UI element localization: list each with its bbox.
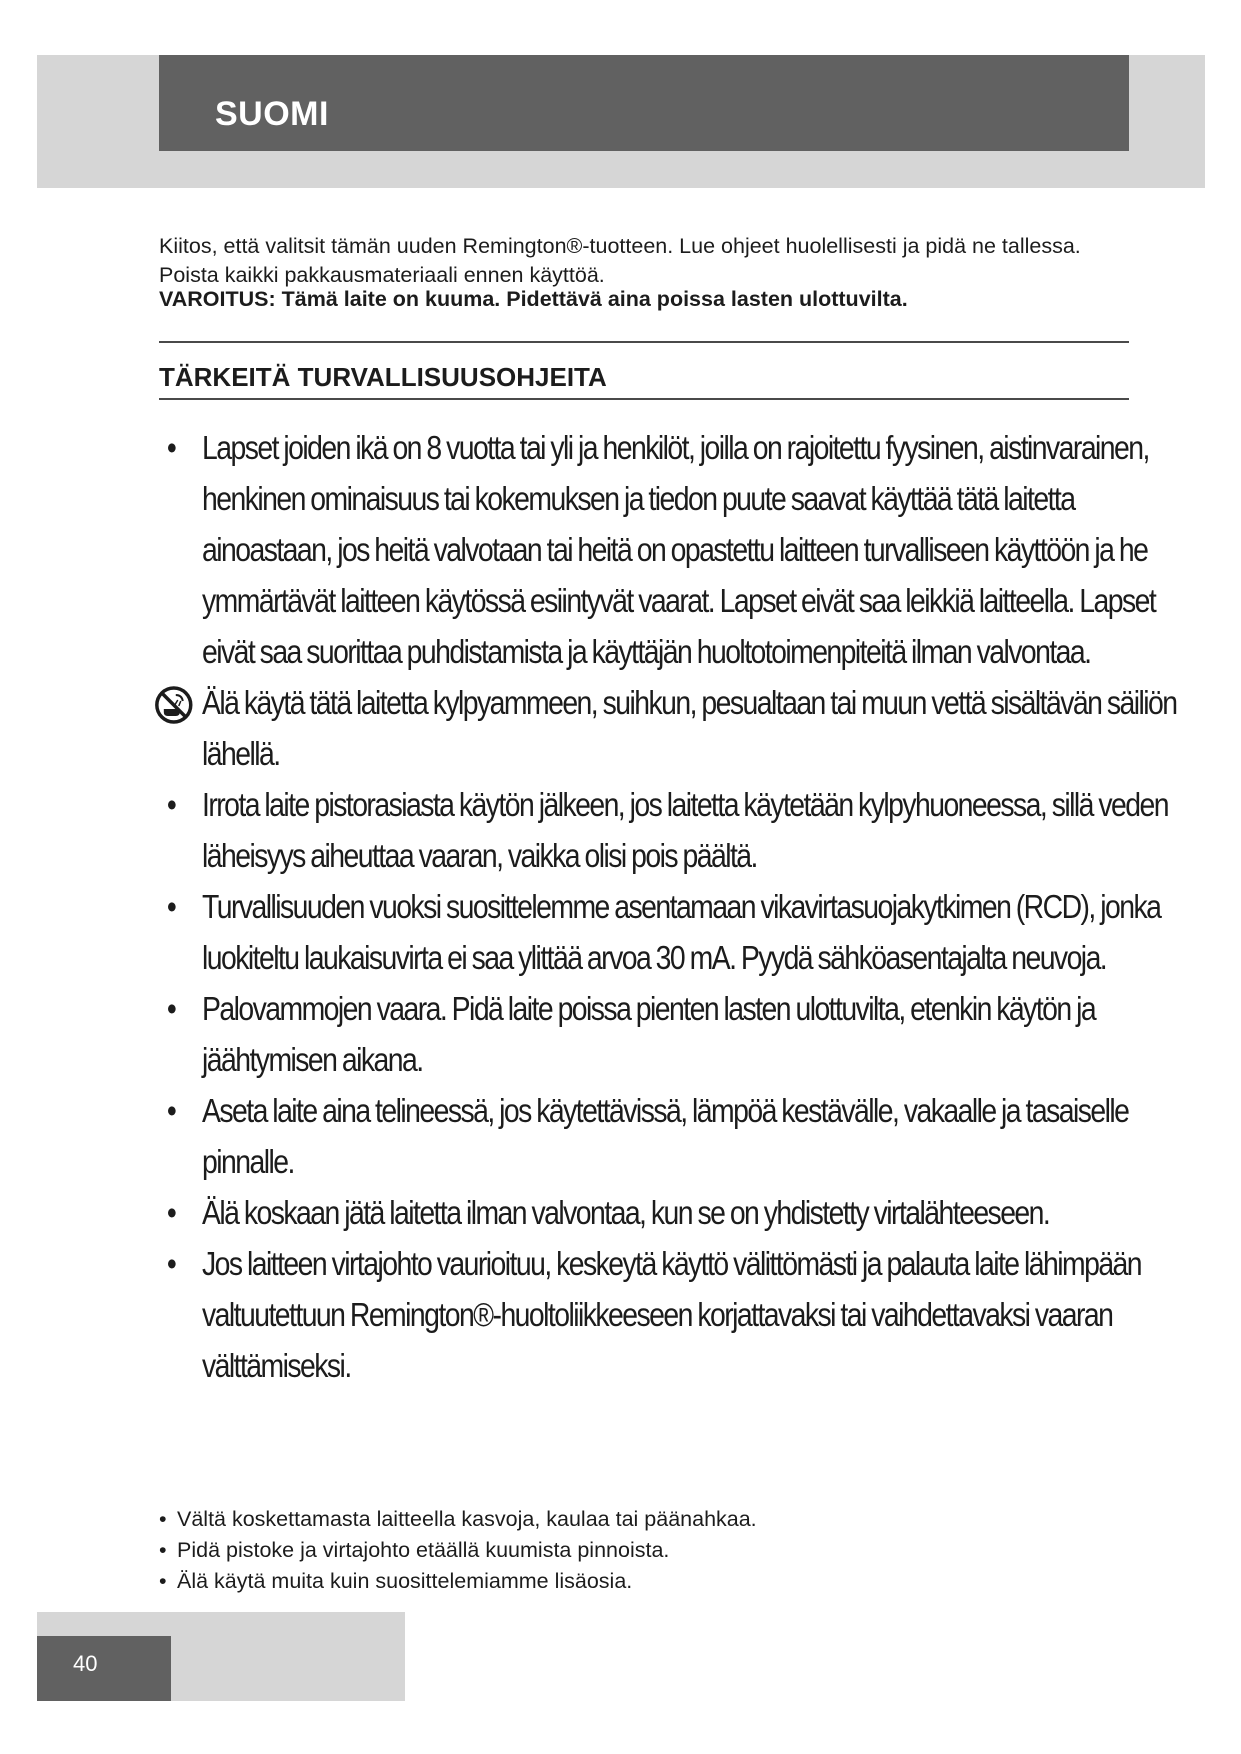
list-item bbox=[159, 983, 1191, 1085]
list-item bbox=[159, 1535, 1129, 1566]
list-item-text: Jos laitteen virtajohto vaurioituu, keskeytä käyttö välittömästi ja palauta laite lähimpään valtuutettuun Remington®-huoltoliikkeeseen korjattavaksi tai vaihdettavaksi vaaran välttämiseksi. bbox=[202, 1245, 1142, 1384]
bullet-marker: • bbox=[166, 786, 176, 823]
intro-paragraph bbox=[159, 232, 1129, 314]
bullet-marker: • bbox=[166, 1194, 176, 1231]
list-item-text: Lapset joiden ikä on 8 vuotta tai yli ja henkilöt, joilla on rajoitettu fyysinen, aistinvarainen, henkinen ominaisuus tai kokemuksen ja tiedon puute saavat käyttää tätä laitetta ainoastaan, jos heitä valvotaan tai heitä on opastettu laitteen turvalliseen käyttöön ja he ymmärtävät laitteen käytössä esiintyvät vaarat. Lapset eivät saa leikkiä laitteella. Lapset eivät saa suorittaa puhdistamista ja käyttäjän huoltotoimenpiteitä ilman valvontaa. bbox=[202, 429, 1156, 670]
list-item-text: Aseta laite aina telineessä, jos käytettävissä, lämpöä kestävälle, vakaalle ja tasaiselle pinnalle. bbox=[202, 1092, 1129, 1180]
additional-instructions-list bbox=[159, 1504, 1129, 1597]
no-water-icon bbox=[154, 685, 194, 725]
list-item bbox=[159, 779, 1191, 881]
list-item-text: Vältä koskettamasta laitteella kasvoja, kaulaa tai päänahkaa. bbox=[177, 1507, 757, 1531]
footer-box bbox=[37, 1636, 171, 1701]
list-item-text: Älä käytä tätä laitetta kylpyammeen, suihkun, pesualtaan tai muun vettä sisältävän säiliön lähellä. bbox=[202, 684, 1177, 772]
intro-text: Kiitos, että valitsit tämän uuden Remington®-tuotteen. Lue ohjeet huolellisesti ja pidä ne tallessa. Poista kaikki pakkausmateriaali ennen käyttöä. bbox=[159, 234, 1081, 287]
list-item-text: Älä koskaan jätä laitetta ilman valvontaa, kun se on yhdistetty virtalähteeseen. bbox=[202, 1194, 1050, 1231]
list-item bbox=[159, 1504, 1129, 1535]
list-item bbox=[159, 677, 1191, 779]
header-box bbox=[159, 55, 1129, 151]
bullet-marker: • bbox=[166, 1245, 176, 1282]
list-item-text: Pidä pistoke ja virtajohto etäällä kuumista pinnoista. bbox=[177, 1538, 670, 1562]
bullet-marker: • bbox=[159, 1538, 167, 1562]
list-item bbox=[159, 881, 1191, 983]
bullet-marker: • bbox=[159, 1507, 167, 1531]
list-item bbox=[159, 422, 1191, 677]
safety-instructions-list bbox=[159, 422, 1177, 1391]
language-title: SUOMI bbox=[215, 95, 329, 133]
section-rule-top bbox=[159, 341, 1129, 343]
intro-warning: VAROITUS: Tämä laite on kuuma. Pidettävä aina poissa lasten ulottuvilta. bbox=[159, 287, 908, 311]
bullet-marker: • bbox=[166, 990, 176, 1027]
list-item bbox=[159, 1085, 1191, 1187]
list-item bbox=[159, 1238, 1191, 1391]
list-item bbox=[159, 1187, 1191, 1238]
bullet-marker: • bbox=[166, 1092, 176, 1129]
section-title: TÄRKEITÄ TURVALLISUUSOHJEITA bbox=[159, 362, 607, 392]
list-item bbox=[159, 1566, 1129, 1597]
list-item-text: Palovammojen vaara. Pidä laite poissa pienten lasten ulottuvilta, etenkin käytön ja jäähtymisen aikana. bbox=[202, 990, 1096, 1078]
list-item-text: Irrota laite pistorasiasta käytön jälkeen, jos laitetta käytetään kylpyhuoneessa, sillä veden läheisyys aiheuttaa vaaran, vaikka olisi pois päältä. bbox=[202, 786, 1168, 874]
list-item-text: Älä käytä muita kuin suosittelemiamme lisäosia. bbox=[177, 1569, 633, 1593]
list-item-text: Turvallisuuden vuoksi suosittelemme asentamaan vikavirtasuojakytkimen (RCD), jonka luokiteltu laukaisuvirta ei saa ylittää arvoa 30 mA. Pyydä sähköasentajalta neuvoja. bbox=[202, 888, 1161, 976]
bullet-marker: • bbox=[166, 429, 176, 466]
page-number: 40 bbox=[73, 1651, 98, 1676]
section-rule-bottom bbox=[159, 398, 1129, 400]
bullet-marker: • bbox=[166, 888, 176, 925]
bullet-marker: • bbox=[159, 1569, 167, 1593]
